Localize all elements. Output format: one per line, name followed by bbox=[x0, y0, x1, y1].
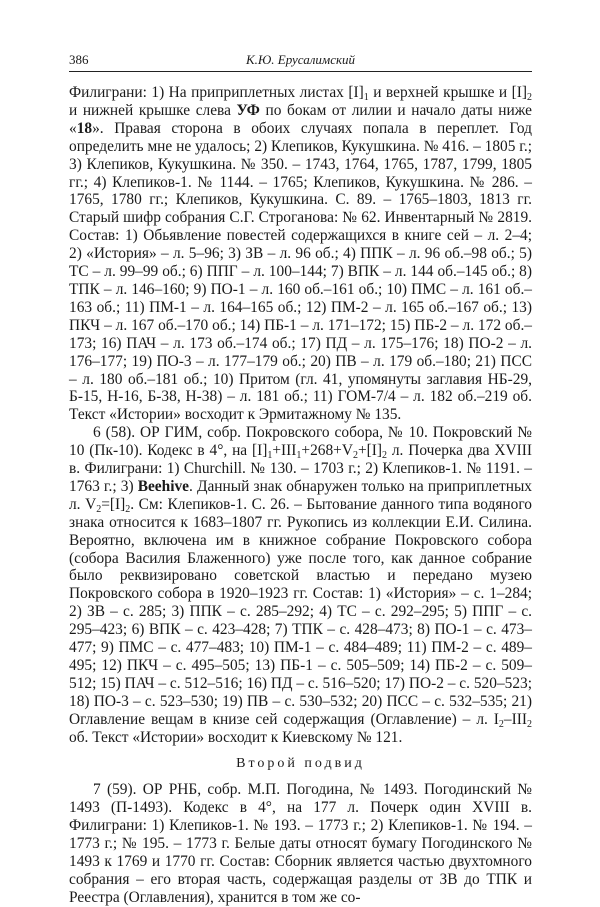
bold-text: 18 bbox=[76, 119, 93, 137]
header-rule bbox=[69, 71, 532, 72]
subscript: 1 bbox=[267, 450, 273, 462]
subscript: 2 bbox=[382, 450, 388, 462]
page-header bbox=[69, 50, 532, 70]
subscript: 2 bbox=[352, 450, 358, 462]
subscript: 2 bbox=[527, 718, 532, 730]
running-title: К.Ю. Ерусалимский bbox=[245, 52, 356, 67]
paragraph-1: Филиграни: 1) На приприплетных листах $[I]_1$ и верхней крышке и $[I]_2$ и нижней крышке слева УФ по бокам от лилии и начало даты ниже «18». Правая сторона в обоих случаях попала в переплет. Год определить мне не удалось; 2) Клепиков, Кукушкина. № 416. – 1805 г.; 3) Клепиков, Кукушкина. № 350. – 1743, 1764, 1765, 1787, 1799, 1805 гг.; 4) Клепиков-1. № 1144. – 1765; Клепиков, Кукушкина. № 286. – 1765, 1780 гг.; Клепиков, Кукушкина. С. 89. – 1765–1803, 1813 гг. Старый шифр собрания С.Г. Строганова: № 62. Инвентарный № 2819. Состав: 1) Обьявление повестей содержащихся в книге сей – л. 2–4; 2) «История» – л. 5–96; 3) ЗВ – л. 96 об.; 4) ППК – л. 96 об.–98 об.; 5) ТС – л. 99–99 об.; 6) ППГ – л. 100–144; 7) ВПК – л. 144 об.–145 об.; 8) ТПК – л. 146–160; 9) ПО-1 – л. 160 об.–161 об.; 10) ПМС – л. 161 об.–163 об.; 11) ПМ-1 – л. 164–165 об.; 12) ПМ-2 – л. 165 об.–167 об.; 13) ПКЧ – л. 167 об.–170 об.; 14) ПБ-1 – л. 171–172; 15) ПБ-2 – л. 172 об.–173; 16) ПАЧ – л. 173 об.–174 об.; 17) ПД – л. 175–176; 18) ПО-2 – л. 176–177; 19) ПО-3 – л. 177–179 об.; 20) ПВ – л. 179 об.–180; 21) ПСС – л. 180 об.–181 об.; 10) Притом (гл. 41, упомянуты заглавия НБ-29, Б-15, Н-16, Б-38, Н-38) – л. 181 об.; 11) ГОМ-7/4 – л. 182 об.–219 об. Текст «Истории» восходит к Эрмитажному № 135. bbox=[69, 84, 532, 424]
body-text bbox=[69, 84, 532, 907]
subscript: 1 bbox=[296, 450, 302, 462]
subscript: 2 bbox=[96, 503, 102, 515]
subscript: 2 bbox=[527, 92, 532, 103]
subscript: 2 bbox=[498, 718, 504, 730]
page-number: 386 bbox=[69, 52, 89, 67]
section-heading: Второй подвид bbox=[236, 755, 365, 771]
paragraph-3: 7 (59). ОР РНБ, собр. М.П. Погодина, № 1493. Погодинский № 1493 (П-1493). Кодекс в 4°, на 177 л. Почерк один XVIII в. Филиграни: 1) Клепиков-1. № 193. – 1773 г.; 2) Клепиков-1. № 194. – 1773 г.; № 195. – 1773 г. Белые даты относят бумагу Погодинского № 1493 к 1769 и 1770 гг. Состав: Сборник является частью двухтомного собрания – его вторая часть, содержащая разделы от ЗВ до ТПК и Реестра (Оглавления), хранится в том же со- bbox=[69, 781, 532, 906]
bold-text: Beehive bbox=[137, 477, 189, 495]
page bbox=[69, 50, 532, 907]
subscript: 2 bbox=[125, 503, 131, 515]
paragraph-2: 6 (58). ОР ГИМ, собр. Покровского собора, № 10. Покровский № 10 (Пк-10). Кодекс в 4°, на $[I]_1+III_1+268+V_2+[I]_2$ л. Почерка два XVIII в. Филиграни: 1) Churchill. № 130. – 1703 г.; 2) Клепиков-1. № 1191. – 1763 г.; 3) Beehive. Данный знак обнаружен только на приприплетных л. $V_2=[I]_2$. См: Клепиков-1. С. 26. – Бытование данного типа водяного знака относится к 1683–1807 гг. Рукопись из коллекции Е.И. Силина. Вероятно, включена им в книжное собрание Покровского собора (собора Василия Блаженного) уже после того, как данное собрание было реквизировано советской властью и передано музею Покровского собора в 1920–1923 гг. Состав: 1) «История» – с. 1–284; 2) ЗВ – с. 285; 3) ППК – с. 285–292; 4) ТС – с. 292–295; 5) ППГ – с. 295–423; 6) ВПК – с. 423–428; 7) ТПК – с. 428–473; 8) ПО-1 – с. 473–477; 9) ПМС – с. 477–483; 10) ПМ-1 – с. 484–489; 11) ПМ-2 – с. 489–495; 12) ПКЧ – с. 495–505; 13) ПБ-1 – с. 505–509; 14) ПБ-2 – с. 509–512; 15) ПАЧ – с. 512–516; 16) ПД – с. 516–520; 17) ПО-2 – с. 520–523; 18) ПО-3 – с. 523–530; 19) ПВ – с. 530–532; 20) ПСС – с. 532–535; 21) Оглавление вещам в книзе сей содержащия (Оглавление) – л. $I_2-III_2$ об. Текст «Истории» восходит к Киевскому № 121. bbox=[69, 424, 532, 746]
subscript: 1 bbox=[363, 92, 369, 103]
bold-text: УФ bbox=[236, 101, 260, 119]
